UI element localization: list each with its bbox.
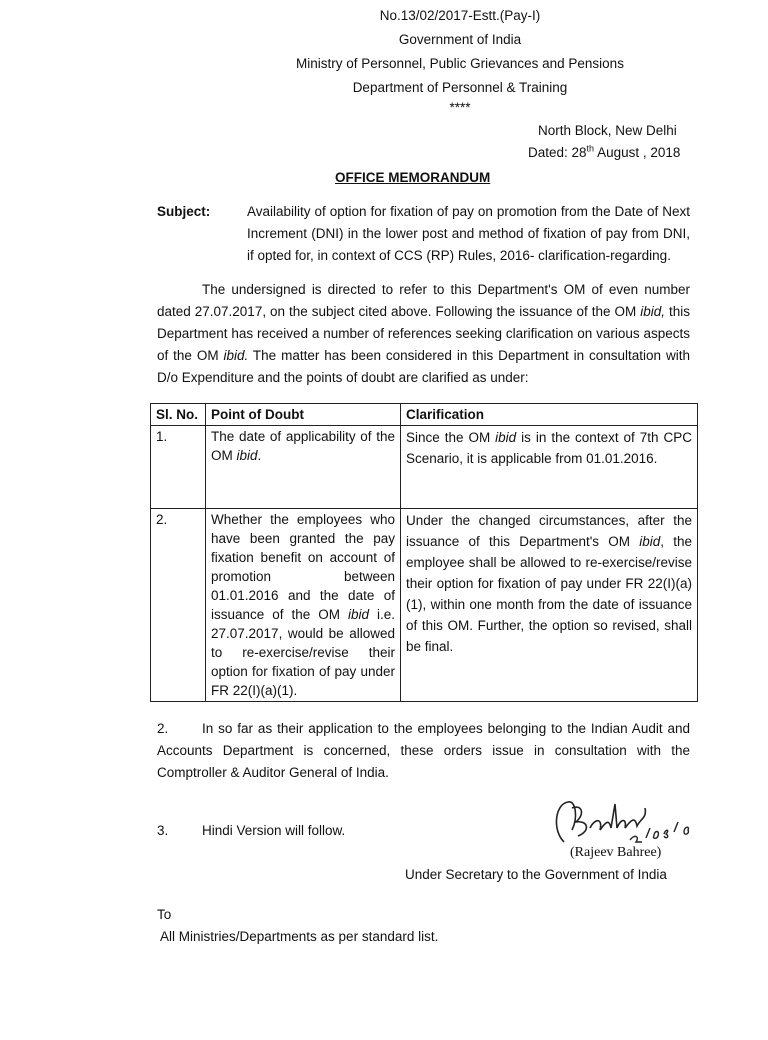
doubt-a: The date of applicability of the OM xyxy=(211,429,395,463)
header-clarification: Clarification xyxy=(401,404,698,426)
letterhead xyxy=(230,4,690,116)
p1-a: The undersigned is directed to refer to this Department's OM of even number dated 27.07.2017, on the subject cited above. Following the issuance of the OM xyxy=(157,282,690,319)
table-row xyxy=(151,426,698,509)
p1-b: ibid, xyxy=(640,304,666,319)
government: Government of India xyxy=(398,32,522,47)
doubt-b: i.e. 27.07.2017, would be allowed to re-exercise/revise their option for fixation of pay under FR 22(I)(a)(1). xyxy=(211,607,395,698)
clarification xyxy=(401,426,698,509)
paragraph-2 xyxy=(157,718,690,784)
signatory-designation: Under Secretary to the Government of India xyxy=(405,867,667,882)
p2-text: In so far as their application to the employees belonging to the Indian Audit and Accounts Department is concerned, these orders issue in consultation with the Comptroller & Auditor General of India. xyxy=(157,721,690,780)
sl-no: 2. xyxy=(151,509,206,702)
table-row xyxy=(151,509,698,702)
document-title: OFFICE MEMORANDUM xyxy=(335,170,491,185)
point-of-doubt xyxy=(206,509,401,702)
paragraph-1 xyxy=(157,279,690,389)
point-of-doubt xyxy=(206,426,401,509)
p1-d: ibid. xyxy=(223,348,249,363)
closing-section xyxy=(157,798,690,862)
clar-b: , the employee shall be allowed to re-exercise/revise their option for fixation of pay under FR 22(I)(a)(1), within one month from the date of issuance of this OM. Further, the option so revised, shall be final. xyxy=(406,534,692,654)
reference-number: No.13/02/2017-Estt.(Pay-I) xyxy=(379,8,541,23)
separator-stars: **** xyxy=(449,100,471,115)
p2-number: 2. xyxy=(157,721,169,736)
signatory-name: (Rajeev Bahree) xyxy=(570,845,662,860)
table-header-row xyxy=(151,404,698,426)
clar-i: ibid xyxy=(495,430,517,445)
department: Department of Personnel & Training xyxy=(352,80,568,95)
header-sl-no: Sl. No. xyxy=(151,404,206,426)
p1-e: The matter has been considered in this Department in consultation with D/o Expenditure and the points of doubt are clarified as under: xyxy=(157,348,690,385)
clar-a: Under the changed circumstances, after the issuance of this Department's OM xyxy=(406,513,692,549)
clar-i: ibid xyxy=(639,534,661,549)
p1-c: this Department has received a number of references seeking clarification on various aspects of the OM xyxy=(157,304,691,363)
header-point-of-doubt: Point of Doubt xyxy=(206,404,401,426)
sl-no: 1. xyxy=(151,426,206,509)
doubt-a: Whether the employees who have been granted the pay fixation benefit on account of promotion between 01.01.2016 and the date of issuance of the OM xyxy=(211,512,395,622)
to-section xyxy=(157,904,690,948)
signature-block xyxy=(550,798,700,862)
p3-number: 3. xyxy=(157,823,169,838)
doubt-i: ibid xyxy=(236,448,258,463)
handwritten-signature xyxy=(550,798,700,844)
clar-a: Since the OM xyxy=(406,430,496,445)
subject xyxy=(157,201,690,267)
date-suffix: August , 2018 xyxy=(594,145,681,160)
date xyxy=(528,142,690,164)
clarification-table xyxy=(150,403,698,702)
doubt-b: . xyxy=(257,448,262,463)
date-prefix: Dated: 28 xyxy=(528,145,587,160)
ministry: Ministry of Personnel, Public Grievances and Pensions xyxy=(296,56,624,71)
subject-text: Availability of option for fixation of pay on promotion from the Date of Next Increment (DNI) in the lower post and method of fixation of pay from DNI, if opted for, in context of CCS (RP) Rules, 2016- clarification-regarding. xyxy=(247,204,690,263)
clar-b: is in the context of 7th CPC Scenario, it is applicable from 01.01.2016. xyxy=(406,430,692,466)
p3-text: Hindi Version will follow. xyxy=(202,823,346,838)
doubt-i: ibid xyxy=(347,607,369,622)
to-label: To xyxy=(157,907,172,922)
place-date xyxy=(528,120,690,164)
paragraph-3 xyxy=(157,798,345,862)
recipients: All Ministries/Departments as per standard list. xyxy=(160,929,439,944)
date-sup: th xyxy=(586,143,595,154)
place: North Block, New Delhi xyxy=(538,123,677,138)
subject-label: Subject: xyxy=(157,204,211,219)
clarification xyxy=(401,509,698,702)
